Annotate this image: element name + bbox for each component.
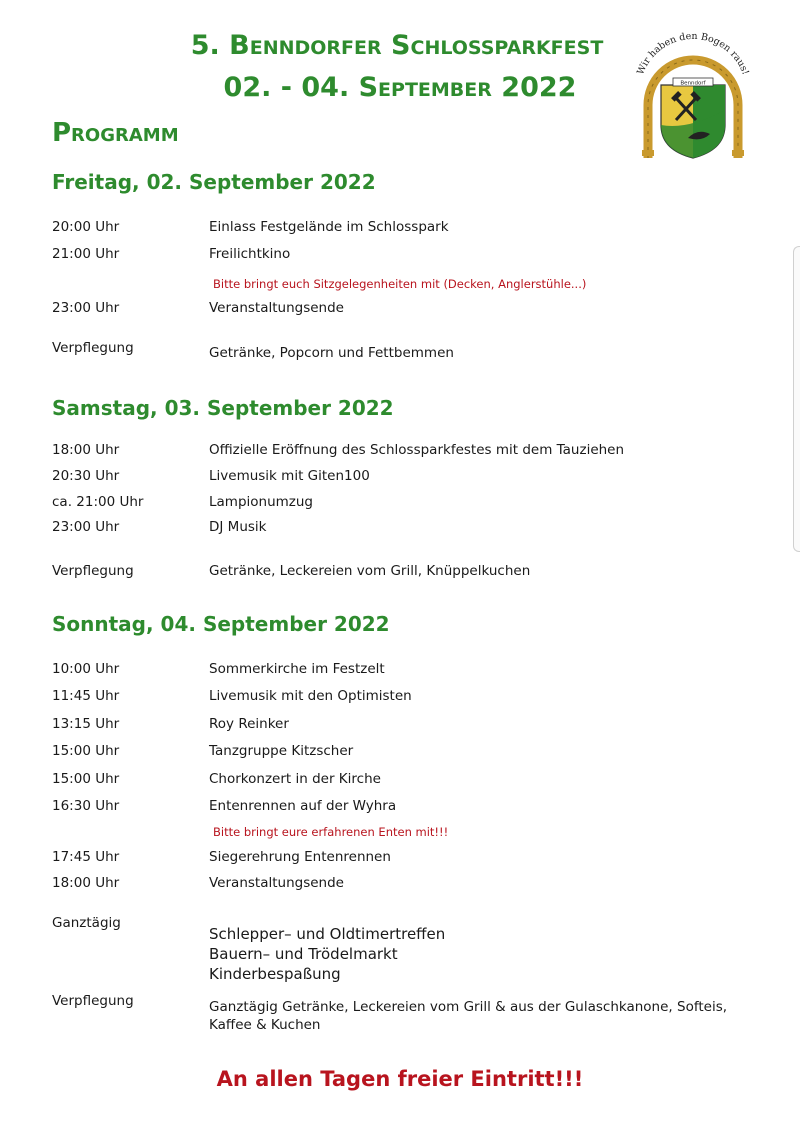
event-description: Tanzgruppe Kitzscher xyxy=(209,743,354,759)
logo-slogan: Wir haben den Bogen raus! xyxy=(635,30,751,77)
time-label: 17:45 Uhr xyxy=(52,849,120,865)
event-description: Offizielle Eröffnung des Schlossparkfestes mit dem Tauziehen xyxy=(209,442,625,458)
catering-label: Verpflegung xyxy=(52,340,134,356)
event-description: Einlass Festgelände im Schlosspark xyxy=(209,219,449,235)
time-label: 15:00 Uhr xyxy=(52,743,120,759)
time-label: 20:30 Uhr xyxy=(52,468,120,484)
event-description: Chorkonzert in der Kirche xyxy=(209,771,381,787)
allday-label: Ganztägig xyxy=(52,915,121,931)
sunday-heading: Sonntag, 04. September 2022 xyxy=(52,612,390,636)
event-dates: 02. - 04. September 2022 xyxy=(223,72,577,103)
time-label: 13:15 Uhr xyxy=(52,716,120,732)
time-label: 11:45 Uhr xyxy=(52,688,120,704)
allday-list xyxy=(209,924,445,984)
scrollbar[interactable] xyxy=(793,246,800,552)
catering-description: Getränke, Popcorn und Fettbemmen xyxy=(209,345,454,361)
catering-label: Verpflegung xyxy=(52,993,134,1009)
time-label: 10:00 Uhr xyxy=(52,661,120,677)
event-description: Veranstaltungsende xyxy=(209,300,344,316)
logo-label: Benndorf xyxy=(680,80,706,87)
time-label: 23:00 Uhr xyxy=(52,300,120,316)
time-label: 23:00 Uhr xyxy=(52,519,120,535)
event-description: Livemusik mit Giten100 xyxy=(209,468,370,484)
friday-heading: Freitag, 02. September 2022 xyxy=(52,170,376,194)
saturday-heading: Samstag, 03. September 2022 xyxy=(52,396,394,420)
event-title: 5. Benndorfer Schlossparkfest xyxy=(190,30,604,61)
friday-note: Bitte bringt euch Sitzgelegenheiten mit (Decken, Anglerstühle...) xyxy=(213,277,587,291)
free-entry-banner: An allen Tagen freier Eintritt!!! xyxy=(216,1067,584,1091)
event-description: Sommerkirche im Festzelt xyxy=(209,661,385,677)
catering-description-line2: Kaffee & Kuchen xyxy=(209,1017,321,1033)
time-label: 15:00 Uhr xyxy=(52,771,120,787)
event-description: Freilichtkino xyxy=(209,246,291,262)
time-label: 16:30 Uhr xyxy=(52,798,120,814)
event-description: Veranstaltungsende xyxy=(209,875,344,891)
catering-label: Verpflegung xyxy=(52,563,134,579)
sunday-note: Bitte bringt eure erfahrenen Enten mit!!! xyxy=(213,825,449,839)
allday-item: Kinderbespaßung xyxy=(209,965,341,983)
catering-description: Getränke, Leckereien vom Grill, Knüppelkuchen xyxy=(209,563,531,579)
benndorf-coat-of-arms-logo xyxy=(628,30,758,165)
catering-description-line1: Ganztägig Getränke, Leckereien vom Grill & aus der Gulaschkanone, Softeis, xyxy=(209,999,728,1015)
event-description: Lampionumzug xyxy=(209,494,313,510)
event-description: Entenrennen auf der Wyhra xyxy=(209,798,397,814)
time-label: 18:00 Uhr xyxy=(52,875,120,891)
time-label: ca. 21:00 Uhr xyxy=(52,494,144,510)
time-label: 20:00 Uhr xyxy=(52,219,120,235)
allday-item: Schlepper– und Oldtimertreffen xyxy=(209,925,446,943)
event-description: DJ Musik xyxy=(209,519,267,535)
program-heading: Programm xyxy=(52,118,179,148)
allday-item: Bauern– und Trödelmarkt xyxy=(209,945,398,963)
time-label: 21:00 Uhr xyxy=(52,246,120,262)
event-description: Roy Reinker xyxy=(209,716,289,732)
svg-text:Wir haben den Bogen raus! xyxy=(635,31,751,77)
time-label: 18:00 Uhr xyxy=(52,442,120,458)
event-description: Livemusik mit den Optimisten xyxy=(209,688,412,704)
event-description: Siegerehrung Entenrennen xyxy=(209,849,391,865)
